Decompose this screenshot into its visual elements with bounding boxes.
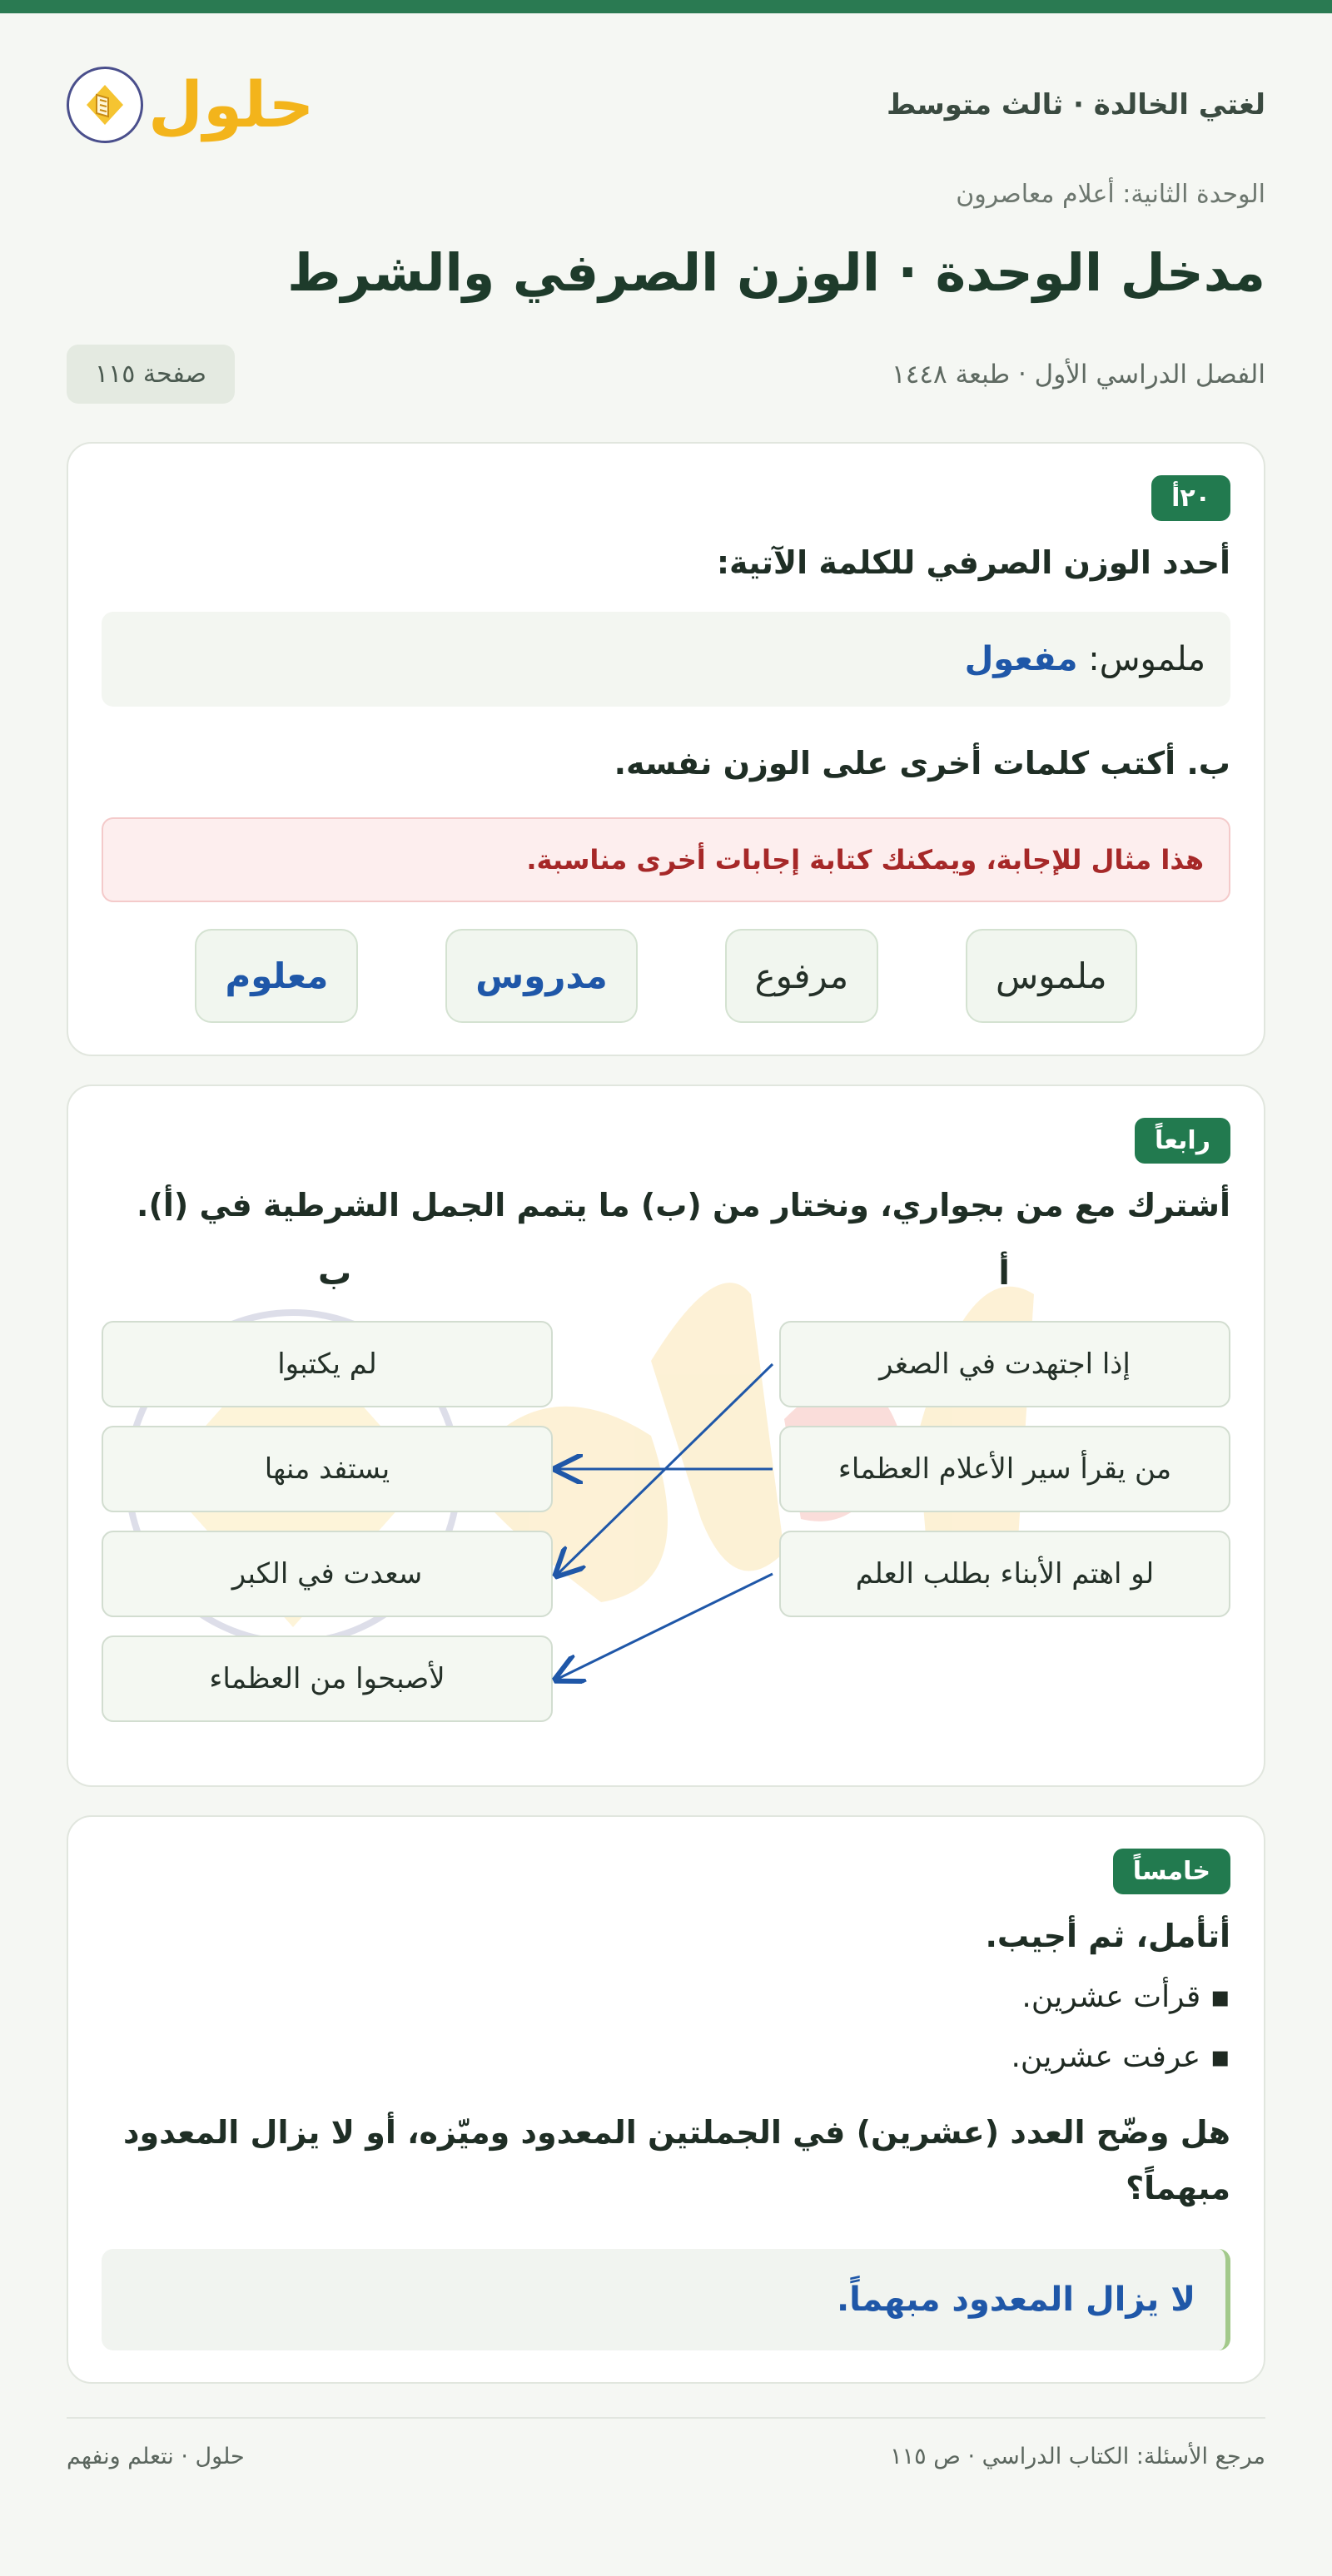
question-card-2 xyxy=(67,442,1265,1056)
question-tag: رابعاً xyxy=(1135,1118,1230,1164)
column-a-header: أ xyxy=(998,1254,1010,1293)
followup-question: هل وضّح العدد (عشرين) في الجملتين المعدود وميّزه، أو لا يزال المعدود مبهماً؟ xyxy=(123,2114,1230,2206)
match-arrow xyxy=(558,1364,773,1574)
meta-row xyxy=(67,345,1265,404)
answer-box xyxy=(102,612,1230,707)
page-title: مدخل الوحدة · الوزن الصرفي والشرط xyxy=(287,242,1265,303)
column-b-item[interactable]: يستفد منها xyxy=(102,1426,553,1512)
example-list xyxy=(102,1975,1230,2080)
column-a-item[interactable]: من يقرأ سير الأعلام العظماء xyxy=(779,1426,1230,1512)
word-chip: ملموس xyxy=(966,929,1137,1023)
answer-note: هذا مثال للإجابة، ويمكنك كتابة إجابات أخرى مناسبة. xyxy=(102,817,1230,902)
pattern-answer: مفعول xyxy=(964,640,1078,678)
question-tag: ٢٠أ xyxy=(1151,475,1230,521)
question-card-5 xyxy=(67,1815,1265,2384)
matching-area xyxy=(102,1254,1230,1754)
question-prompt: أشترك مع من بجواري، ونختار من (ب) ما يتمم الجمل الشرطية في (أ). xyxy=(137,1187,1230,1223)
series-title: لغتي الخالدة · ثالث متوسط xyxy=(886,88,1265,122)
example-sentence: ▪ قرأت عشرين. xyxy=(1021,1980,1230,2014)
footer-reference: مرجع الأسئلة: الكتاب الدراسي · ص ١١٥ xyxy=(890,2444,1265,2469)
question-tag: خامساً xyxy=(1113,1849,1230,1894)
word-chip: معلوم xyxy=(195,929,358,1023)
column-a-item[interactable]: لو اهتم الأبناء بطلب العلم xyxy=(779,1531,1230,1617)
column-b-header: ب xyxy=(318,1254,352,1293)
logo xyxy=(67,67,314,143)
part-b-prompt: ب. أكتب كلمات أخرى على الوزن نفسه. xyxy=(614,745,1230,782)
edition-text: الفصل الدراسي الأول · طبعة ١٤٤٨ xyxy=(892,359,1265,390)
question-card-4 xyxy=(67,1085,1265,1787)
column-b-item[interactable]: لأصبحوا من العظماء xyxy=(102,1635,553,1722)
top-accent-bar xyxy=(0,0,1332,13)
logo-word: حلول xyxy=(148,67,315,141)
page-number-badge: صفحة ١١٥ xyxy=(67,345,235,404)
footer-brand: حلول · نتعلم ونفهم xyxy=(67,2444,245,2469)
unit-line: الوحدة الثانية: أعلام معاصرون xyxy=(956,180,1265,209)
final-answer: لا يزال المعدود مبهماً. xyxy=(102,2249,1230,2350)
column-b-item[interactable]: سعدت في الكبر xyxy=(102,1531,553,1617)
question-prompt: أحدد الوزن الصرفي للكلمة الآتية: xyxy=(716,544,1230,581)
example-sentence: ▪ عرفت عشرين. xyxy=(1011,2040,1230,2074)
page xyxy=(0,13,1332,2469)
header xyxy=(67,13,1265,196)
question-prompt: أتأمل، ثم أجيب. xyxy=(985,1918,1230,1954)
word-chip: مرفوع xyxy=(725,929,879,1023)
book-icon xyxy=(67,67,143,143)
word-chips xyxy=(102,929,1230,1023)
word-chip: مدروس xyxy=(445,929,638,1023)
word-label: ملموس: xyxy=(1088,640,1205,678)
footer xyxy=(67,2417,1265,2469)
match-arrow xyxy=(558,1574,773,1679)
column-a-item[interactable]: إذا اجتهدت في الصغر xyxy=(779,1321,1230,1407)
column-b-item[interactable]: لم يكتبوا xyxy=(102,1321,553,1407)
